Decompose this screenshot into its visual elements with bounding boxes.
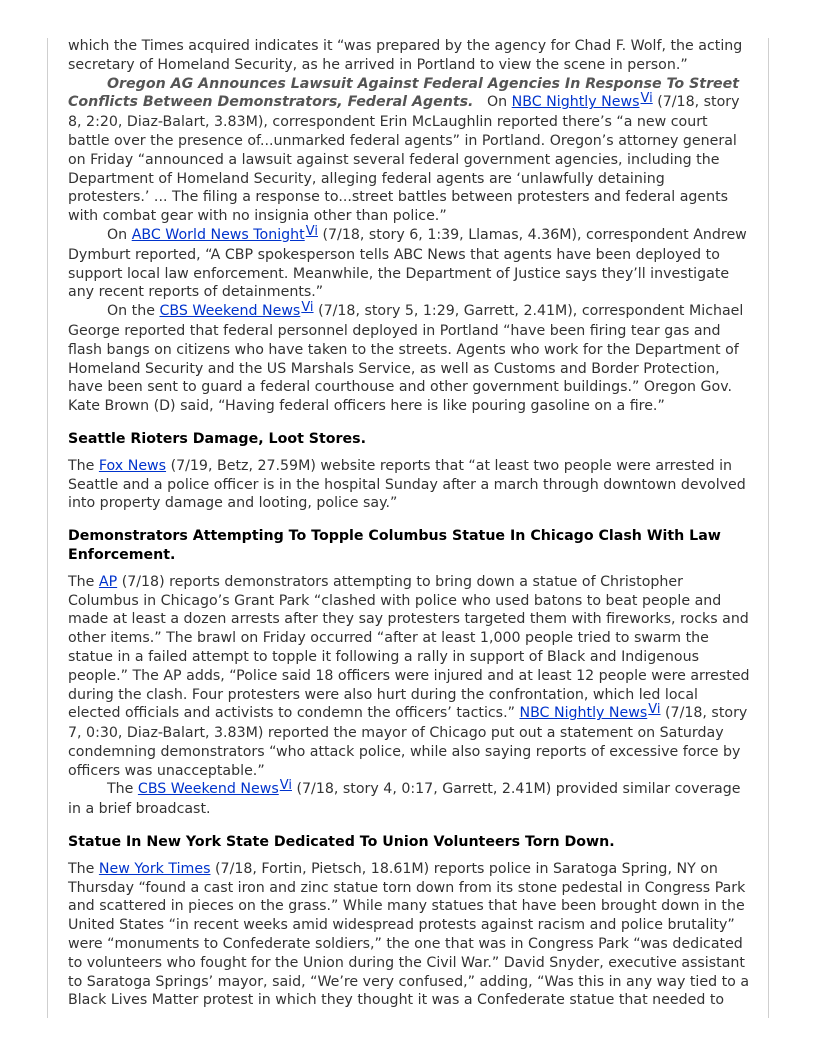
paragraph-new-york	[68, 860, 750, 1010]
link-fox-news[interactable]: Fox News	[98, 457, 167, 474]
paragraph-oregon	[68, 75, 750, 226]
link-new-york-times[interactable]: New York Times	[98, 860, 211, 877]
link-nbc-nightly-news[interactable]: NBC Nightly News	[519, 705, 648, 722]
link-abc-world-news-tonight[interactable]: ABC World News Tonight	[131, 226, 305, 243]
video-link-icon[interactable]: Vi	[305, 223, 318, 239]
link-cbs-weekend-news[interactable]: CBS Weekend News	[159, 303, 301, 320]
video-link-icon[interactable]: Vi	[301, 300, 314, 316]
link-ap[interactable]: AP	[98, 573, 118, 590]
lead-word: The	[68, 573, 95, 590]
paragraph-cbs-chicago	[68, 780, 750, 819]
video-link-icon[interactable]: Vi	[648, 702, 661, 718]
paragraph-text: (7/18) reports demonstrators attempting to bring down a statue of Christopher Columbus in Chicago’s Grant Park “clashed with police who used batons to beat people and made at least a dozen arrests after they say protesters targeted them with fireworks, rocks and other items.” The brawl on Friday occurred “after at least 1,000 people tried to swarm the statue in a failed attempt to topple it following a rally in support of Black and Indigenous people.” The AP adds, “Police said 18 officers were injured and at least 12 people were arrested during the clash. Four protesters were also hurt during the confrontation, which led local elected officials and activists to condemn the officers’ tactics.”	[68, 573, 750, 722]
headline-chicago: Demonstrators Attempting To Topple Columbus Statue In Chicago Clash With Law Enforcement.	[68, 528, 721, 563]
link-cbs-weekend-news[interactable]: CBS Weekend News	[137, 781, 279, 798]
paragraph-text: (7/18, story 5, 1:29, Garrett, 2.41M), correspondent Michael George reported that federal personnel deployed in Portland “have been firing tear gas and flash bangs on citizens who have taken to the streets. Agents who work for the Department of Homeland Security and the US Marshals Service, as well as Customs and Border Protection, have been sent to guard a federal courthouse and other government buildings.” Oregon Gov. Kate Brown (D) said, “Having federal officers here is like pouring gasoline on a fire.”	[68, 303, 744, 415]
left-margin-rule	[47, 38, 48, 1018]
paragraph-text: (7/18, story 4, 0:17, Garrett, 2.41M) provided similar coverage in a brief broadcast.	[68, 781, 741, 818]
paragraph-text: (7/18, story 7, 0:30, Diaz-Balart, 3.83M) reported the mayor of Chicago put out a statement on Saturday condemning demonstrators “who attack police, while also saying reports of excessive force by officers was unacceptable.”	[68, 705, 748, 779]
lead-word: The	[68, 860, 95, 877]
lead-word: The	[68, 457, 95, 474]
document-body	[68, 37, 750, 1010]
lead-word: The	[107, 781, 134, 798]
paragraph-text: (7/18, Fortin, Pietsch, 18.61M) reports police in Saratoga Spring, NY on Thursday “found a cast iron and zinc statue torn down from its stone pedestal in Congress Park and scattered in pieces on the grass.” While many statues that have been brought down in the United States “in recent weeks amid widespread protests against racism and police brutality” were “monuments to Confederate soldiers,” the one that was in Congress Park “was dedicated to volunteers who fought for the Union during the Civil War.” David Snyder, executive assistant to Saratoga Springs’ mayor, said, “We’re very confused,” adding, “Was this in any way tied to a Black Lives Matter protest in which they thought it was a Confederate statue that needed to	[68, 860, 750, 1009]
paragraph-text: (7/18, story 8, 2:20, Diaz-Balart, 3.83M), correspondent Erin McLaughlin reported there’s “a new court battle over the presence of...unmarked federal agents” in Portland. Oregon’s attorney general on Friday “announced a lawsuit against several federal government agencies, including the Department of Homeland Security, alleging federal agents are ‘unlawfully detaining protesters.’ ... The filing a response to...street battles between protesters and federal agents with combat gear with no insignia other than police.”	[68, 94, 740, 225]
headline-oregon: Oregon AG Announces Lawsuit Against Federal Agencies In Response To Street Conflicts Between Demonstrators, Federal Agents.	[68, 75, 740, 111]
headline-new-york: Statue In New York State Dedicated To Union Volunteers Torn Down.	[68, 834, 615, 851]
lead-word: On	[486, 94, 508, 111]
paragraph-chicago	[68, 573, 750, 781]
link-nbc-nightly-news[interactable]: NBC Nightly News	[511, 94, 640, 111]
paragraph-text: (7/19, Betz, 27.59M) website reports that “at least two people were arrested in Seattle and a police officer is in the hospital Sunday after a march through downtown devolved into property damage and looting, police say.”	[68, 457, 746, 512]
lead-word: On the	[107, 303, 155, 320]
headline-seattle: Seattle Rioters Damage, Loot Stores.	[68, 430, 366, 447]
video-link-icon[interactable]: Vi	[640, 91, 653, 107]
paragraph-cbs-portland	[68, 302, 750, 416]
paragraph-seattle	[68, 457, 750, 513]
lead-word: On	[107, 226, 128, 243]
paragraph-abc	[68, 223, 750, 302]
right-margin-rule	[768, 38, 769, 1018]
paragraph-times-continuation: which the Times acquired indicates it “was prepared by the agency for Chad F. Wolf, the acting secretary of Homeland Security, as he arrived in Portland to view the scene in person.”	[68, 38, 743, 73]
paragraph-text: (7/18, story 6, 1:39, Llamas, 4.36M), correspondent Andrew Dymburt reported, “A CBP spokesperson tells ABC News that agents have been deployed to support local law enforcement. Meanwhile, the Department of Justice says they’ll investigate any recent reports of detainments.”	[68, 226, 747, 301]
video-link-icon[interactable]: Vi	[279, 778, 292, 794]
